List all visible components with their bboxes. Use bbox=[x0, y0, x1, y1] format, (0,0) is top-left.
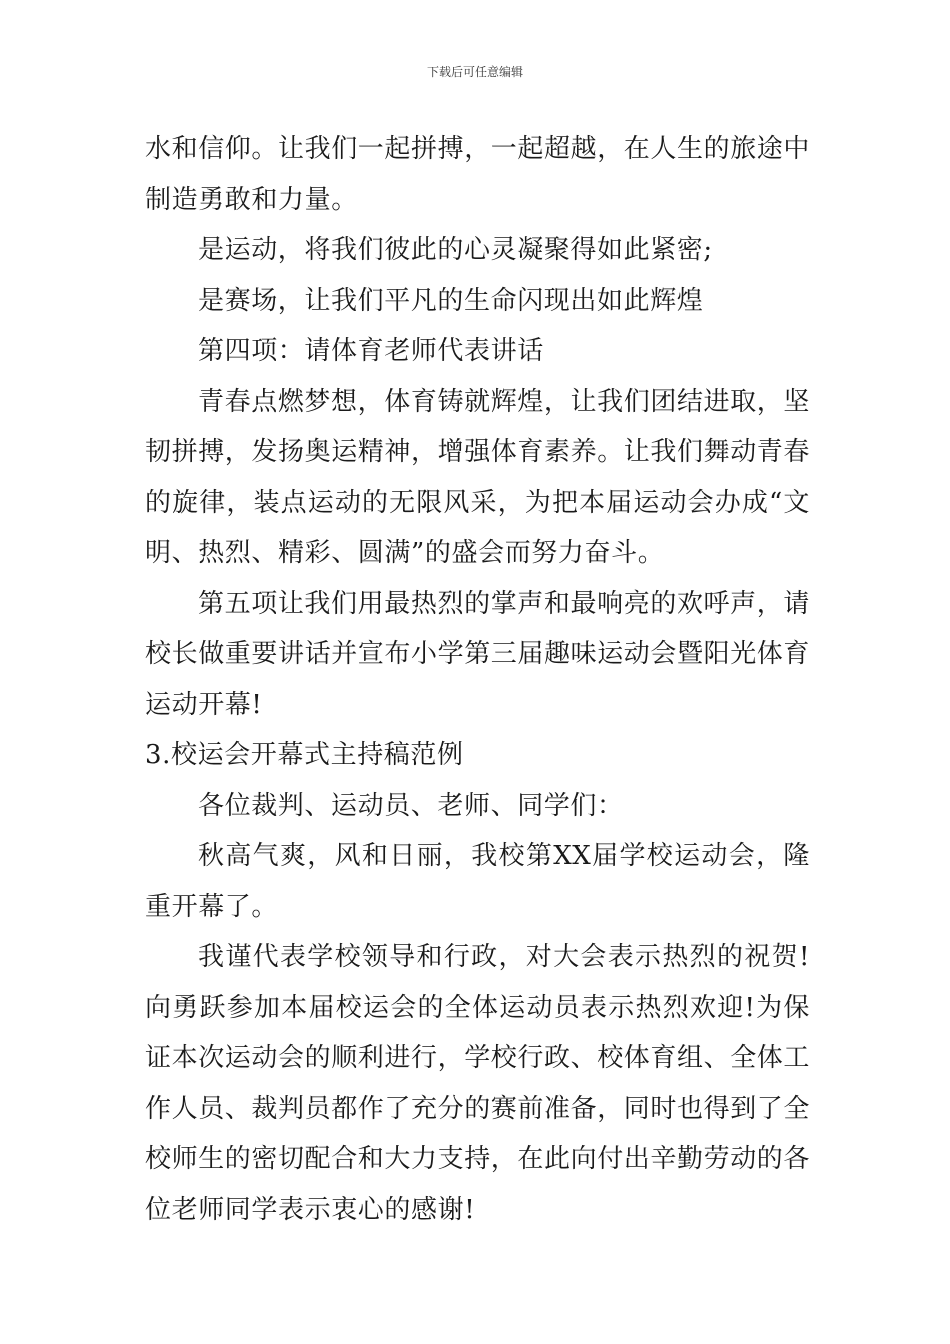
paragraph-opening: 秋高气爽，风和日丽，我校第XX届学校运动会，隆重开幕了。 bbox=[145, 841, 810, 922]
paragraph-sports-unite: 是运动，将我们彼此的心灵凝聚得如此紧密; bbox=[198, 235, 713, 265]
page-header-note: 下载后可任意编辑 bbox=[426, 65, 523, 79]
paragraph-continuation: 水和信仰。让我们一起拼搏，一起超越，在人生的旅途中制造勇敢和力量。 bbox=[145, 134, 811, 215]
document-body bbox=[145, 124, 810, 1235]
paragraph-thanks: 我谨代表学校领导和行政，对大会表示热烈的祝贺!向勇跃参加本届校运会的全体运动员表示热烈欢迎!为保证本次运动会的顺利进行，学校行政、校体育组、全体工作人员、裁判员都作了充分的赛前准备，同时也得到了全校师生的密切配合和大力支持，在此向付出辛勤劳动的各位老师同学表示衷心的感谢! bbox=[145, 942, 811, 1225]
paragraph-item-four: 第四项：请体育老师代表讲话 bbox=[198, 336, 544, 366]
paragraph-youth-dream: 青春点燃梦想，体育铸就辉煌，让我们团结进取，坚韧拼搏，发扬奥运精神，增强体育素养。让我们舞动青春的旋律，装点运动的无限风采，为把本届运动会办成“文明、热烈、精彩、圆满”的盛会而努力奋斗。 bbox=[145, 386, 811, 568]
section-heading: 3.校运会开幕式主持稿范例 bbox=[145, 740, 464, 770]
paragraph-arena-glory: 是赛场，让我们平凡的生命闪现出如此辉煌 bbox=[198, 285, 704, 316]
paragraph-greeting: 各位裁判、运动员、老师、同学们： bbox=[198, 790, 624, 821]
paragraph-item-five: 第五项让我们用最热烈的掌声和最响亮的欢呼声，请校长做重要讲话并宣布小学第三届趣味运动会暨阳光体育运动开幕! bbox=[145, 588, 811, 720]
